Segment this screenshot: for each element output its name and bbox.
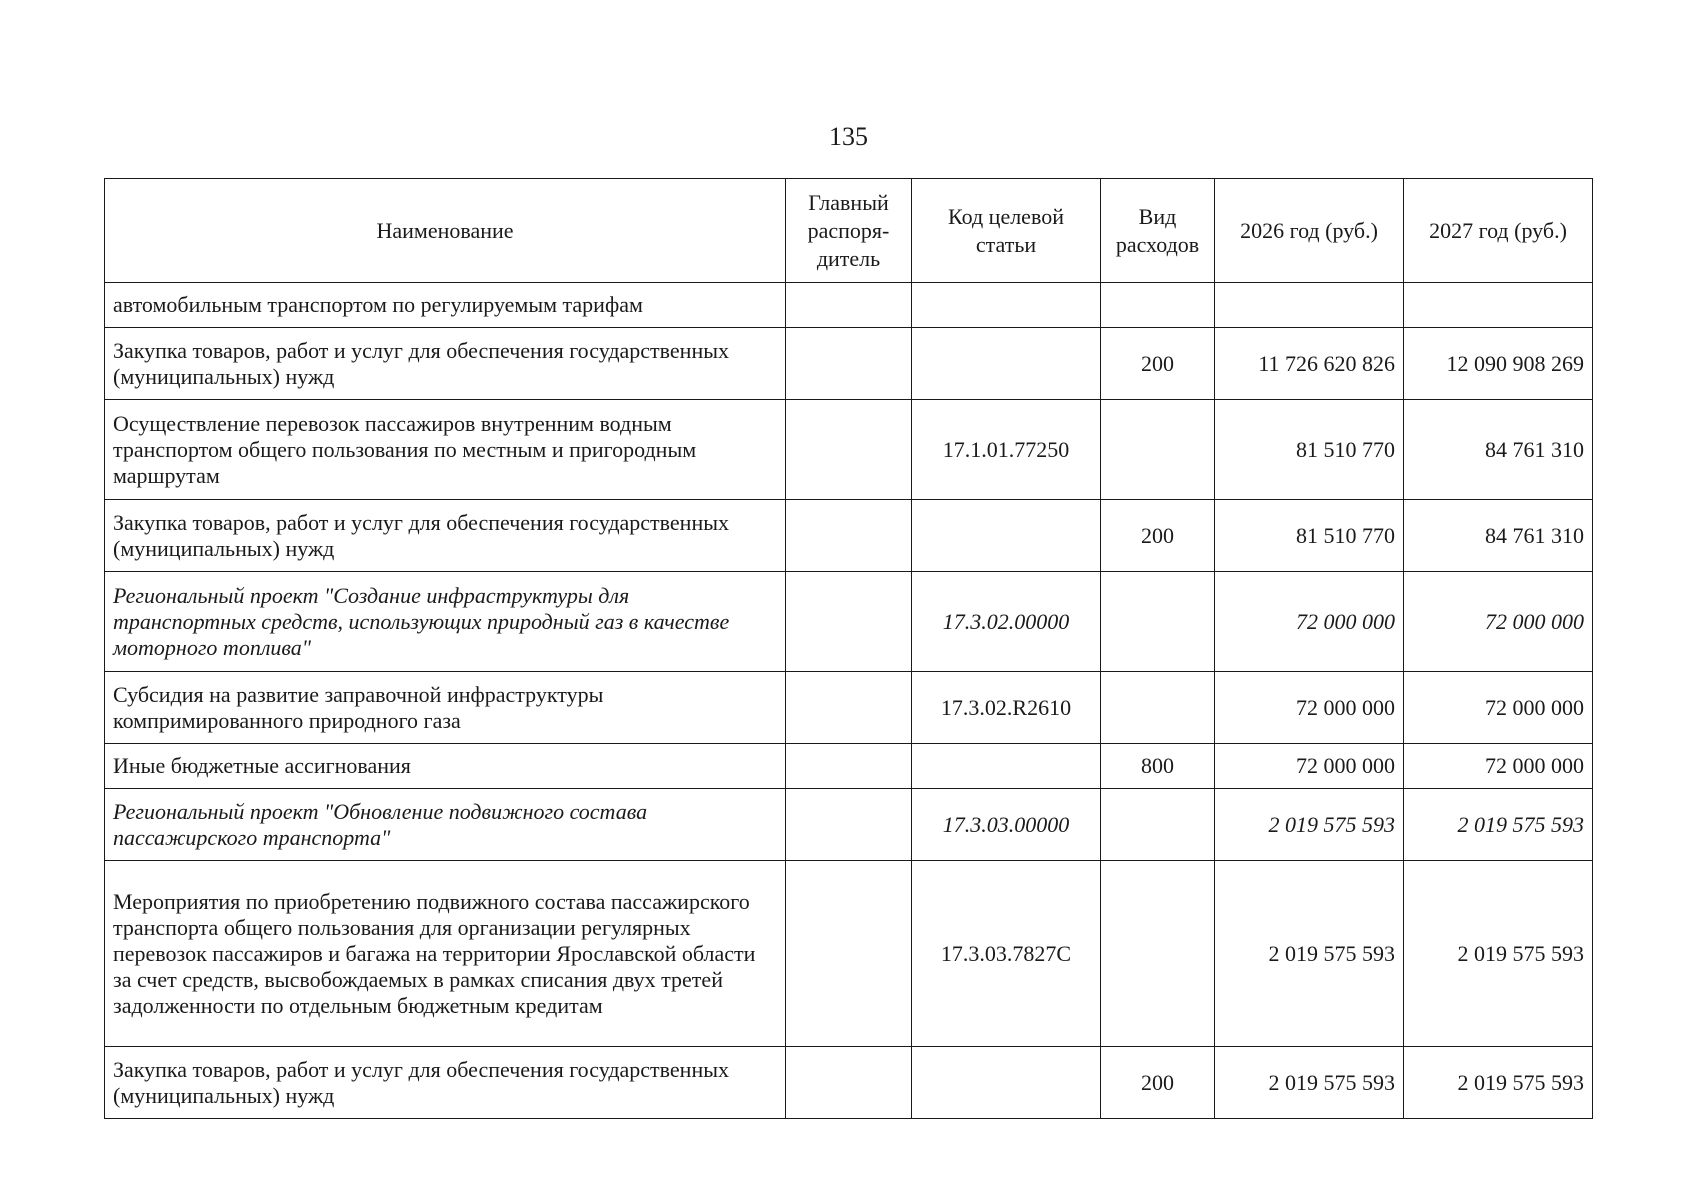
table-row [105,789,1593,861]
cell-2027: 2 019 575 593 [1404,1047,1593,1119]
page-number: 135 [829,122,868,151]
cell-admin [786,861,912,1047]
cell-2027: 84 761 310 [1404,400,1593,500]
cell-name: Закупка товаров, работ и услуг для обеспечения государственных (муниципальных) нужд [105,328,786,400]
header-code: Код целевой статьи [912,179,1101,283]
cell-code: 17.3.02.R2610 [912,672,1101,744]
cell-2027: 2 019 575 593 [1404,789,1593,861]
cell-2026: 2 019 575 593 [1215,789,1404,861]
header-2026: 2026 год (руб.) [1215,179,1404,283]
cell-kind: 800 [1101,744,1215,789]
cell-2026: 2 019 575 593 [1215,1047,1404,1119]
cell-kind [1101,572,1215,672]
cell-admin [786,283,912,328]
cell-name: Региональный проект "Создание инфраструктуры для транспортных средств, использующих природный газ в качестве моторного топлива" [105,572,786,672]
cell-kind [1101,400,1215,500]
cell-admin [786,789,912,861]
cell-admin [786,744,912,789]
cell-code [912,744,1101,789]
cell-name: Закупка товаров, работ и услуг для обеспечения государственных (муниципальных) нужд [105,1047,786,1119]
table-row [105,400,1593,500]
table-row [105,283,1593,328]
cell-code: 17.1.01.77250 [912,400,1101,500]
cell-code: 17.3.03.00000 [912,789,1101,861]
header-name: Наименование [105,179,786,283]
cell-name: автомобильным транспортом по регулируемым тарифам [105,283,786,328]
cell-2026: 11 726 620 826 [1215,328,1404,400]
cell-kind [1101,283,1215,328]
cell-kind [1101,861,1215,1047]
cell-name: Мероприятия по приобретению подвижного состава пассажирского транспорта общего пользования для организации регулярных перевозок пассажиров и багажа на территории Ярославской области за счет средств, высвобождаемых в рамках списания двух третей задолженности по отдельным бюджетным кредитам [105,861,786,1047]
cell-kind: 200 [1101,1047,1215,1119]
table-row [105,1047,1593,1119]
cell-2027 [1404,283,1593,328]
table-row [105,744,1593,789]
cell-2026: 81 510 770 [1215,500,1404,572]
cell-code [912,1047,1101,1119]
header-kind: Вид расходов [1101,179,1215,283]
cell-name: Закупка товаров, работ и услуг для обеспечения государственных (муниципальных) нужд [105,500,786,572]
cell-admin [786,1047,912,1119]
cell-admin [786,500,912,572]
cell-admin [786,400,912,500]
cell-2026: 72 000 000 [1215,672,1404,744]
cell-kind [1101,672,1215,744]
cell-name: Иные бюджетные ассигнования [105,744,786,789]
table-row [105,861,1593,1047]
cell-code: 17.3.02.00000 [912,572,1101,672]
cell-code: 17.3.03.7827С [912,861,1101,1047]
cell-admin [786,328,912,400]
table-row [105,672,1593,744]
budget-table [104,178,1593,1119]
cell-kind: 200 [1101,328,1215,400]
cell-code [912,283,1101,328]
cell-2027: 12 090 908 269 [1404,328,1593,400]
cell-name: Осуществление перевозок пассажиров внутренним водным транспортом общего пользования по местным и пригородным маршрутам [105,400,786,500]
table-row [105,572,1593,672]
cell-2027: 72 000 000 [1404,744,1593,789]
cell-2026 [1215,283,1404,328]
cell-2027: 84 761 310 [1404,500,1593,572]
cell-2026: 72 000 000 [1215,572,1404,672]
header-2027: 2027 год (руб.) [1404,179,1593,283]
cell-code [912,328,1101,400]
cell-admin [786,672,912,744]
cell-admin [786,572,912,672]
table-header-row [105,179,1593,283]
cell-2026: 2 019 575 593 [1215,861,1404,1047]
cell-2026: 72 000 000 [1215,744,1404,789]
cell-2026: 81 510 770 [1215,400,1404,500]
table-row [105,500,1593,572]
cell-2027: 72 000 000 [1404,572,1593,672]
table-row [105,328,1593,400]
cell-kind: 200 [1101,500,1215,572]
cell-2027: 72 000 000 [1404,672,1593,744]
cell-2027: 2 019 575 593 [1404,861,1593,1047]
header-admin: Главный распоря-дитель [786,179,912,283]
cell-code [912,500,1101,572]
cell-name: Региональный проект "Обновление подвижного состава пассажирского транспорта" [105,789,786,861]
cell-name: Субсидия на развитие заправочной инфраструктуры компримированного природного газа [105,672,786,744]
cell-kind [1101,789,1215,861]
